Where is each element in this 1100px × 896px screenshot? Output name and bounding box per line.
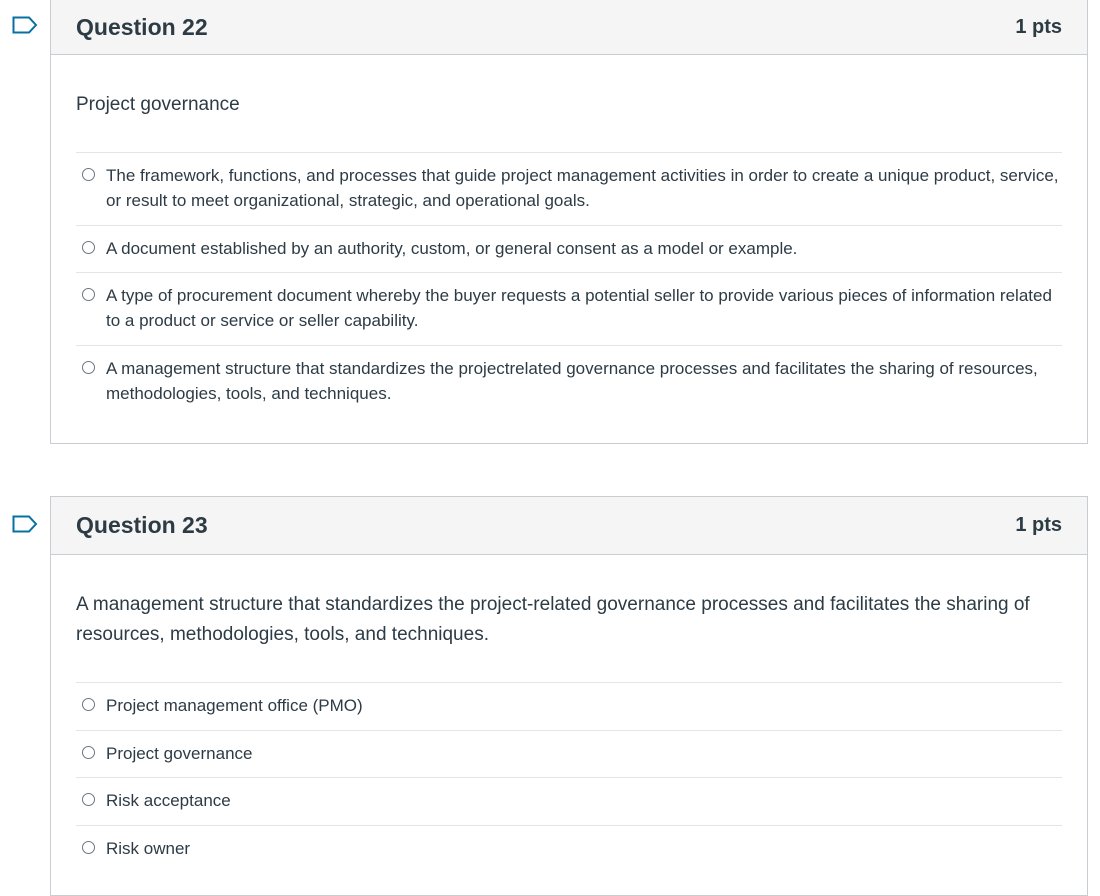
question-points: 1 pts: [1015, 15, 1062, 38]
answer-option[interactable]: [76, 153, 1062, 226]
question-title: Question 22: [76, 13, 208, 40]
answer-label: The framework, functions, and processes that guide project management activities in order to create a unique product, service, or result to meet organizational, strategic, and operational goals.: [106, 166, 1059, 210]
answer-option[interactable]: [76, 683, 1062, 731]
answer-option[interactable]: [76, 273, 1062, 346]
radio-button[interactable]: [82, 698, 95, 711]
answer-label: A document established by an authority, custom, or general consent as a model or example.: [106, 239, 798, 258]
flag-question-icon[interactable]: [12, 515, 38, 533]
answer-option[interactable]: [76, 778, 1062, 826]
answer-label: A management structure that standardizes the projectrelated governance processes and facilitates the sharing of resources, methodologies, tools, and techniques.: [106, 359, 1038, 403]
answer-label: Risk acceptance: [106, 791, 231, 810]
question-title: Question 23: [76, 512, 208, 538]
radio-button[interactable]: [82, 168, 95, 181]
answer-label: Project governance: [106, 744, 253, 763]
answer-option[interactable]: [76, 731, 1062, 778]
radio-button[interactable]: [82, 241, 95, 254]
answer-list: [76, 682, 1062, 873]
answer-option[interactable]: [76, 826, 1062, 873]
question-23-card: [50, 496, 1088, 896]
question-22-card: [50, 0, 1088, 444]
answer-option[interactable]: [76, 346, 1062, 419]
radio-button[interactable]: [82, 288, 95, 301]
question-header: [51, 0, 1087, 55]
answer-label: A type of procurement document whereby the buyer requests a potential seller to provide various pieces of information related to a product or service or seller capability.: [106, 286, 1052, 330]
answer-option[interactable]: [76, 226, 1062, 273]
question-text: A management structure that standardizes the project-related governance processes and facilitates the sharing of resources, methodologies, tools, and techniques.: [76, 594, 1030, 645]
flag-question-icon[interactable]: [12, 16, 38, 34]
radio-button[interactable]: [82, 361, 95, 374]
answer-list: [76, 152, 1062, 419]
question-points: 1 pts: [1015, 514, 1062, 536]
answer-label: Project management office (PMO): [106, 696, 363, 715]
radio-button[interactable]: [82, 793, 95, 806]
question-header: [51, 497, 1087, 555]
question-text: Project governance: [76, 94, 240, 115]
radio-button[interactable]: [82, 841, 95, 854]
radio-button[interactable]: [82, 746, 95, 759]
answer-label: Risk owner: [106, 839, 191, 858]
